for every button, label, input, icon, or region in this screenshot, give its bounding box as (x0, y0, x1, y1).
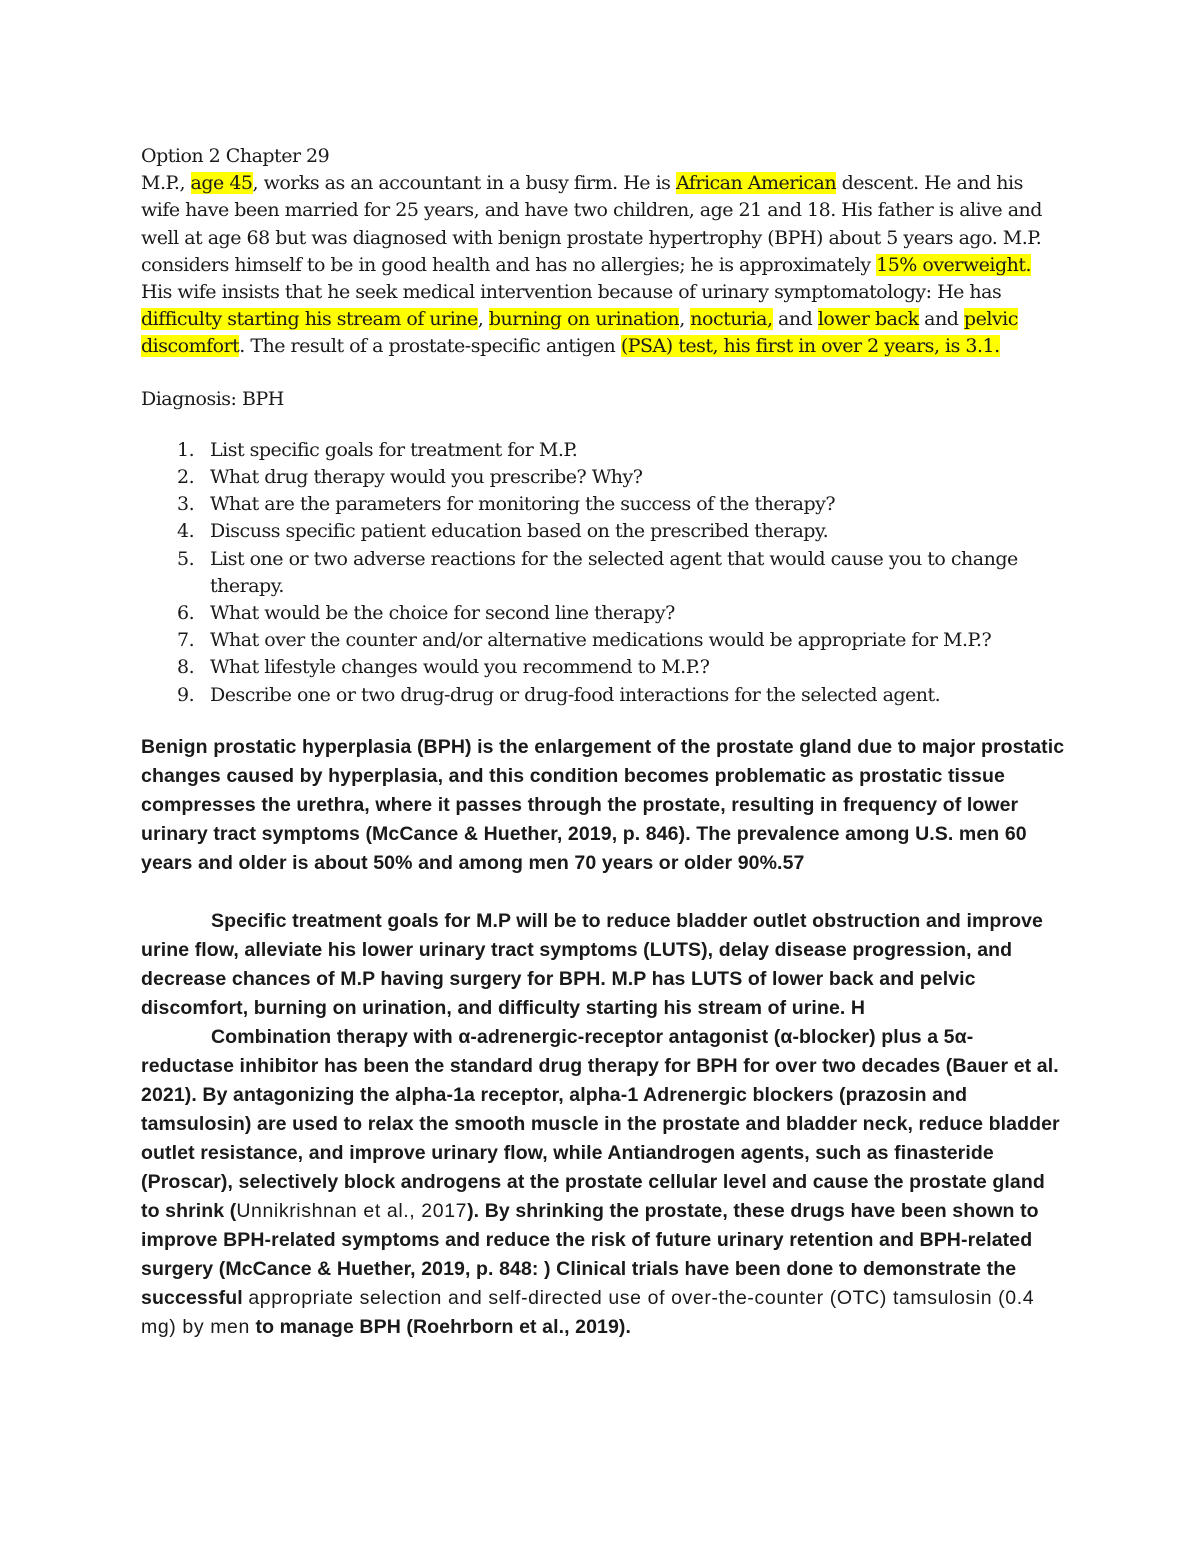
highlight-burning: burning on urination (488, 308, 680, 331)
document-title: Option 2 Chapter 29 (141, 145, 330, 167)
intro-paragraph: Benign prostatic hyperplasia (BPH) is the enlargement of the prostate gland due to major prostatic changes caused by hyperplasia, and this condition becomes problematic as prostatic tissue compresses the urethra, where it passes through the prostate, resulting in frequency of lower urinary tract symptoms (McCance & Huether, 2019, p. 846). The prevalence among U.S. men 60 years and older is about 50% and among men 70 years or older 90%.57 (141, 735, 1065, 874)
document-page (141, 143, 1066, 1342)
citation-unnikrishnan: Unnikrishnan et al., 2017 (236, 1199, 468, 1222)
list-number: 5. (177, 547, 195, 570)
list-number: 7. (177, 629, 195, 652)
list-item-text: What drug therapy would you prescribe? Why? (210, 466, 643, 489)
therapy-paragraph (141, 1023, 1066, 1342)
case-text: His wife insists that he seek medical intervention because of urinary symptomatology: He has (141, 281, 1002, 304)
list-item-text: What over the counter and/or alternative medications would be appropriate for M.P.? (210, 629, 992, 652)
highlight-pelvic-discomfort: pelvic discomfort (141, 308, 1018, 358)
list-item (141, 627, 1066, 654)
highlight-overweight: 15% overweight. (876, 253, 1032, 276)
list-item-text: What are the parameters for monitoring the success of the therapy? (210, 493, 836, 516)
list-item (141, 491, 1066, 518)
list-item (141, 518, 1066, 545)
case-text: M.P., (141, 172, 191, 195)
goals-paragraph: Specific treatment goals for M.P will be to reduce bladder outlet obstruction and improve urine flow, alleviate his lower urinary tract symptoms (LUTS), delay disease progression, and decrease chances of M.P having surgery for BPH. M.P has LUTS of lower back and pelvic discomfort, burning on urination, and difficulty starting his stream of urine. H (141, 909, 1044, 1019)
list-item-text: Discuss specific patient education based on the prescribed therapy. (210, 520, 829, 543)
case-text: , (679, 308, 691, 331)
therapy-text: to manage BPH (Roehrborn et al., 2019). (249, 1315, 632, 1338)
therapy-text: Combination therapy with α-adrenergic-receptor antagonist (α-blocker) plus a 5α-reductase inhibitor has been the standard drug therapy for BPH for over two decades (Bauer et al. 2021). By antagonizing the alpha-1a receptor, alpha-1 Adrenergic blockers (prazosin and tamsulosin) are used to relax the smooth muscle in the prostate and bladder neck, reduce bladder outlet resistance, and improve urinary flow, while Antiandrogen agents, such as finasteride (Proscar), selectively block androgens at the prostate cellular level and cause the prostate gland to shrink ( (141, 1025, 1060, 1222)
list-item (141, 682, 1066, 709)
list-item (141, 654, 1066, 681)
list-number: 6. (177, 602, 195, 625)
list-item (141, 600, 1066, 627)
highlight-lower-back: lower back (817, 308, 919, 331)
list-item-text: What would be the choice for second line therapy? (210, 602, 675, 625)
list-item-text: What lifestyle changes would you recommend to M.P.? (210, 656, 710, 679)
case-text: , (477, 308, 489, 331)
highlight-age: age 45 (190, 172, 253, 195)
list-item-text: List specific goals for treatment for M.P. (210, 438, 578, 461)
list-item (141, 546, 1066, 600)
diagnosis: Diagnosis: BPH (141, 387, 284, 410)
case-text: and (772, 308, 818, 331)
case-text: . The result of a prostate-specific antigen (239, 335, 621, 358)
list-number: 8. (177, 656, 195, 679)
case-text: , works as an accountant in a busy firm. He is (252, 172, 676, 195)
list-number: 1. (177, 438, 195, 461)
list-number: 9. (177, 683, 195, 706)
otc-tamsulosin-text: appropriate selection and self-directed use of over-the-counter (OTC) tamsulosin (0.4 mg) by men (141, 1286, 1035, 1338)
case-text: descent. He and his wife have been married for 25 years, and have two children, age 21 and 18. His father is alive and well at age 68 but was diagnosed with benign prostate hypertrophy (BPH) about 5 years ago. M.P. considers himself to be in good health and has no allergies; he is approximately (141, 172, 1042, 276)
case-description (141, 170, 1066, 360)
highlight-ethnicity: African American (675, 172, 837, 195)
list-number: 4. (177, 520, 195, 543)
question-list (141, 437, 1066, 709)
list-number: 3. (177, 493, 195, 516)
case-text: and (918, 308, 964, 331)
therapy-text: ). By shrinking the prostate, these drugs have been shown to improve BPH-related symptoms and reduce the risk of future urinary retention and BPH-related surgery (McCance & Huether, 2019, p. 848: ) Clinical trials have been done to demonstrate the successful (141, 1199, 1039, 1309)
highlight-difficulty-starting: difficulty starting his stream of urine (141, 308, 478, 331)
list-item-text: List one or two adverse reactions for the selected agent that would cause you to change therapy. (210, 547, 1018, 597)
list-item (141, 464, 1066, 491)
list-number: 2. (177, 466, 195, 489)
list-item-text: Describe one or two drug-drug or drug-food interactions for the selected agent. (210, 683, 941, 706)
list-item (141, 437, 1066, 464)
highlight-nocturia: nocturia, (690, 308, 773, 331)
highlight-psa-result: (PSA) test, his first in over 2 years, is 3.1. (620, 335, 1000, 358)
